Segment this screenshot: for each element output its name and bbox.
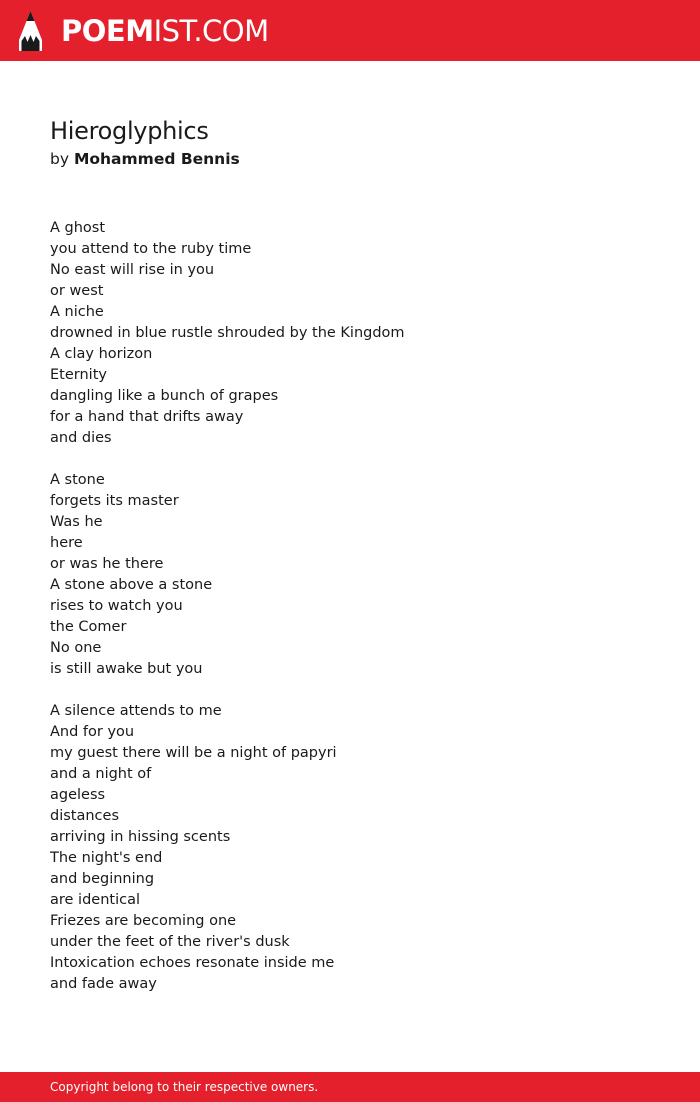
byline-prefix: by (50, 150, 70, 168)
poem-line: under the feet of the river's dusk (50, 934, 290, 950)
poem-line: drowned in blue rustle shrouded by the Kingdom (50, 325, 405, 341)
poem-stanza-1 (50, 218, 670, 449)
poem-author: Mohammed Bennis (73, 150, 240, 168)
poem-line: and fade away (50, 976, 157, 992)
poem-line: Was he (50, 514, 103, 530)
poem-body (50, 218, 670, 1016)
poem-title: Hieroglyphics (50, 117, 209, 145)
logo-text-bold: POEM (61, 14, 154, 48)
poem-line: A silence attends to me (50, 703, 222, 719)
poem-stanza-3 (50, 701, 670, 995)
poem-line: or west (50, 283, 104, 299)
logo-text-light: IST.COM (153, 14, 269, 48)
poem-line: and a night of (50, 766, 152, 782)
poem-line: and beginning (50, 871, 155, 887)
site-logo-text (61, 10, 269, 52)
poem-line: and dies (50, 430, 112, 446)
poem-line: A stone above a stone (50, 577, 213, 593)
poem-line: A stone (50, 472, 105, 488)
poem-line: forgets its master (50, 493, 179, 509)
poem-line: ageless (50, 787, 106, 803)
poem-line: Intoxication echoes resonate inside me (50, 955, 335, 971)
pencil-tip-icon (18, 10, 43, 52)
poem-line: The night's end (50, 850, 163, 866)
poem-line: dangling like a bunch of grapes (50, 388, 279, 404)
poem-line: No east will rise in you (50, 262, 215, 278)
poem-line: for a hand that drifts away (50, 409, 244, 425)
poem-line: distances (50, 808, 119, 824)
site-footer (0, 1072, 700, 1102)
poem-line: No one (50, 640, 102, 656)
poem-line: the Comer (50, 619, 127, 635)
poem-line: or was he there (50, 556, 164, 572)
poem-byline (50, 148, 240, 170)
poem-line: you attend to the ruby time (50, 241, 252, 257)
poem-line: here (50, 535, 83, 551)
poem-line: rises to watch you (50, 598, 183, 614)
copyright-notice: Copyright belong to their respective owners. (50, 1080, 319, 1094)
site-logo[interactable] (18, 10, 269, 52)
poem-line: arriving in hissing scents (50, 829, 231, 845)
poem-line: my guest there will be a night of papyri (50, 745, 337, 761)
poem-line: A niche (50, 304, 104, 320)
poem-line: A ghost (50, 220, 106, 236)
poem-line: Eternity (50, 367, 107, 383)
site-header (0, 0, 700, 61)
poem-line: And for you (50, 724, 135, 740)
poem-line: Friezes are becoming one (50, 913, 237, 929)
poem-line: A clay horizon (50, 346, 153, 362)
poem-stanza-2 (50, 470, 670, 680)
poem-line: is still awake but you (50, 661, 203, 677)
poem-line: are identical (50, 892, 141, 908)
